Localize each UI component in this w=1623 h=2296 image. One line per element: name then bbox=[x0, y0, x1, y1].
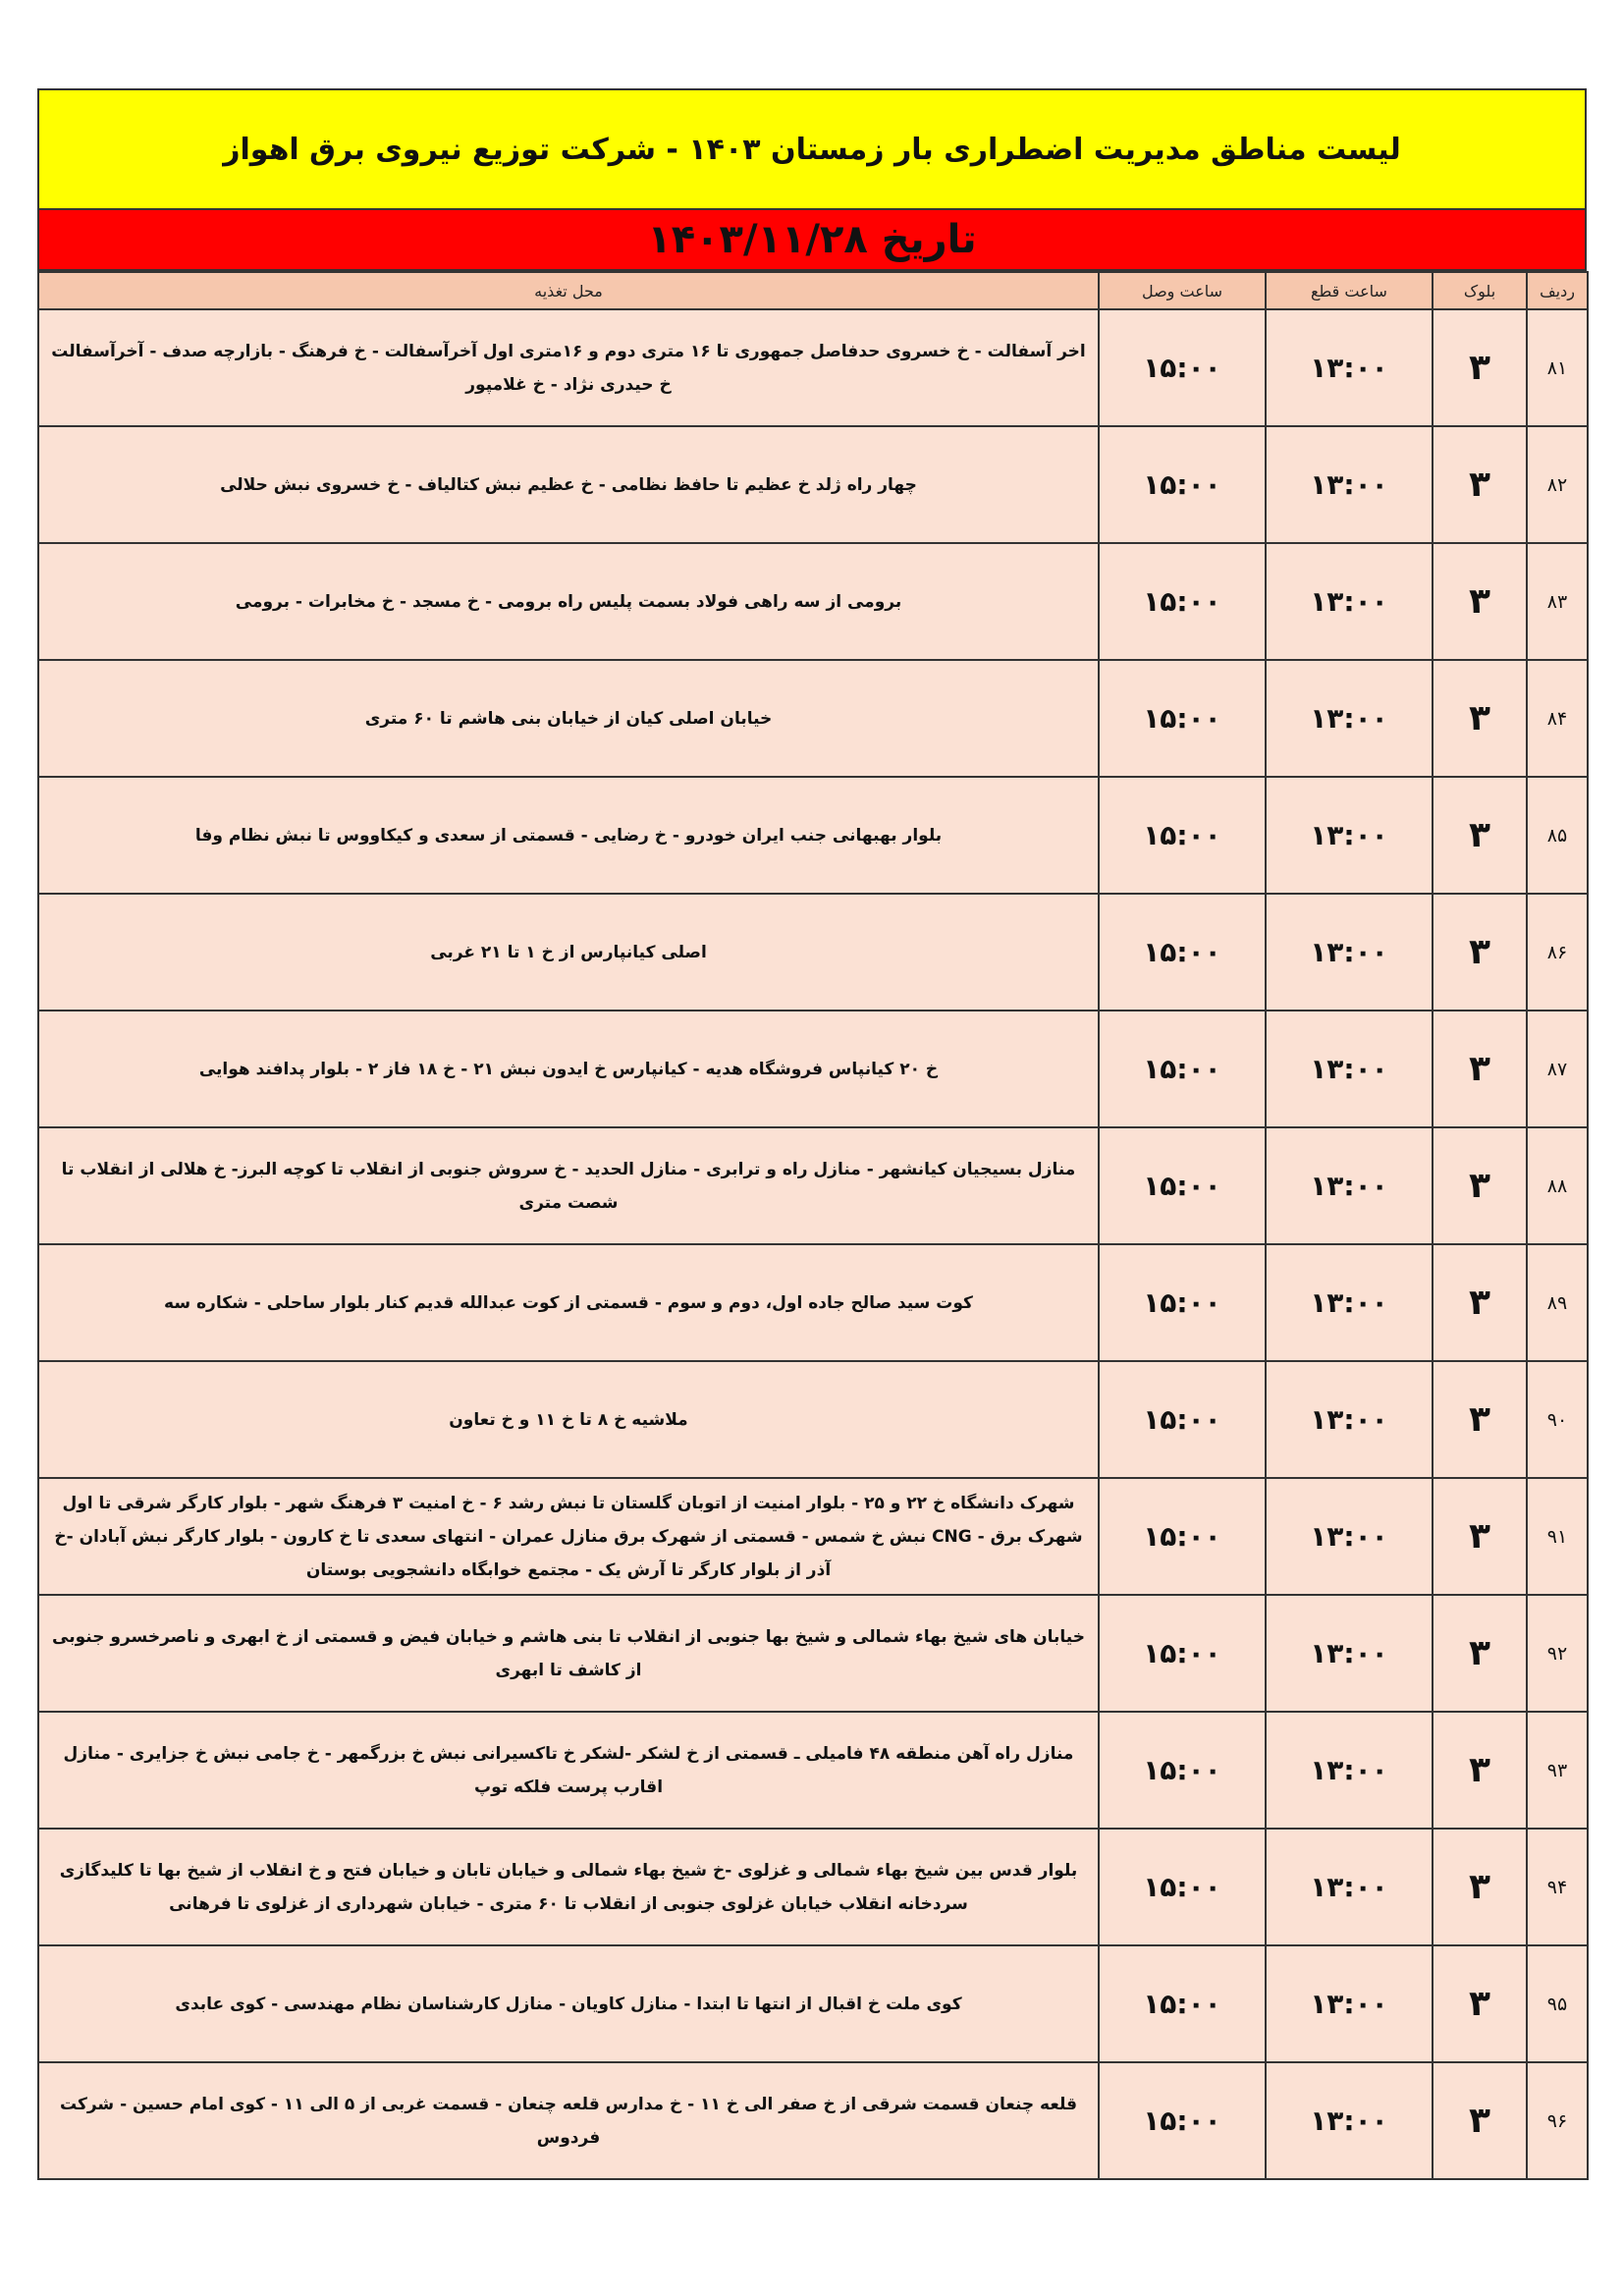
table-row bbox=[38, 1361, 1588, 1478]
row-number: ۸۱ bbox=[1527, 309, 1588, 426]
table-row bbox=[38, 1829, 1588, 1945]
row-number: ۸۶ bbox=[1527, 894, 1588, 1011]
area-description: اصلی کیانپارس از خ ۱ تا ۲۱ غربی bbox=[38, 894, 1099, 1011]
connect-time: ۱۵:۰۰ bbox=[1099, 1244, 1266, 1361]
block-number: ۳ bbox=[1433, 2062, 1527, 2179]
table-row bbox=[38, 543, 1588, 660]
area-description: بلوار قدس بین شیخ بهاء شمالی و غزلوی -خ شیخ بهاء شمالی و خیابان تابان و خیابان فتح و خ انقلاب از شیخ بها تا کلیدگازی سردخانه انقلاب خیابان غزلوی جنوبی از انقلاب تا ۶۰ متری - خیابان شهرداری از غزلوی تا فرهانی bbox=[38, 1829, 1099, 1945]
date-banner: تاریخ ۱۴۰۳/۱۱/۲۸ bbox=[37, 210, 1587, 271]
table-row bbox=[38, 2062, 1588, 2179]
area-description: خ ۲۰ کیانپاس فروشگاه هدیه - کیانپارس خ ایدون نبش ۲۱ - خ ۱۸ فاز ۲ - بلوار پدافند هوایی bbox=[38, 1011, 1099, 1127]
block-number: ۳ bbox=[1433, 894, 1527, 1011]
row-number: ۸۴ bbox=[1527, 660, 1588, 777]
connect-time: ۱۵:۰۰ bbox=[1099, 543, 1266, 660]
cut-time: ۱۳:۰۰ bbox=[1266, 426, 1433, 543]
connect-time: ۱۵:۰۰ bbox=[1099, 426, 1266, 543]
cut-time: ۱۳:۰۰ bbox=[1266, 1945, 1433, 2062]
connect-time: ۱۵:۰۰ bbox=[1099, 1361, 1266, 1478]
area-description: بلوار بهبهانی جنب ایران خودرو - خ رضایی - قسمتی از سعدی و کیکاووس تا نبش نظام وفا bbox=[38, 777, 1099, 894]
connect-time: ۱۵:۰۰ bbox=[1099, 777, 1266, 894]
row-number: ۸۳ bbox=[1527, 543, 1588, 660]
cut-time: ۱۳:۰۰ bbox=[1266, 543, 1433, 660]
area-description: اخر آسفالت - خ خسروی حدفاصل جمهوری تا ۱۶ متری دوم و ۱۶متری اول آخرآسفالت - خ فرهنگ - بازارچه صدف - آخرآسفالت خ حیدری نژاد - خ غلامپور bbox=[38, 309, 1099, 426]
cut-time: ۱۳:۰۰ bbox=[1266, 2062, 1433, 2179]
connect-time: ۱۵:۰۰ bbox=[1099, 1011, 1266, 1127]
connect-time: ۱۵:۰۰ bbox=[1099, 1595, 1266, 1712]
header-area: محل تغذیه bbox=[38, 272, 1099, 309]
area-description: خیابان اصلی کیان از خیابان بنی هاشم تا ۶۰ متری bbox=[38, 660, 1099, 777]
connect-time: ۱۵:۰۰ bbox=[1099, 1478, 1266, 1595]
connect-time: ۱۵:۰۰ bbox=[1099, 1829, 1266, 1945]
area-description: ملاشیه خ ۸ تا خ ۱۱ و خ تعاون bbox=[38, 1361, 1099, 1478]
connect-time: ۱۵:۰۰ bbox=[1099, 894, 1266, 1011]
header-connect-time: ساعت وصل bbox=[1099, 272, 1266, 309]
block-number: ۳ bbox=[1433, 543, 1527, 660]
cut-time: ۱۳:۰۰ bbox=[1266, 1361, 1433, 1478]
connect-time: ۱۵:۰۰ bbox=[1099, 1945, 1266, 2062]
area-description: کوی ملت خ اقبال از انتها تا ابتدا - منازل کاویان - منازل کارشناسان نظام مهندسی - کوی عابدی bbox=[38, 1945, 1099, 2062]
table-row bbox=[38, 1712, 1588, 1829]
block-number: ۳ bbox=[1433, 1595, 1527, 1712]
block-number: ۳ bbox=[1433, 1361, 1527, 1478]
table-row bbox=[38, 660, 1588, 777]
cut-time: ۱۳:۰۰ bbox=[1266, 1595, 1433, 1712]
block-number: ۳ bbox=[1433, 660, 1527, 777]
table-row bbox=[38, 777, 1588, 894]
block-number: ۳ bbox=[1433, 1945, 1527, 2062]
table-row bbox=[38, 1945, 1588, 2062]
area-description: کوت سید صالح جاده اول، دوم و سوم - قسمتی از کوت عبدالله قدیم کنار بلوار ساحلی - شکاره سه bbox=[38, 1244, 1099, 1361]
block-number: ۳ bbox=[1433, 1011, 1527, 1127]
block-number: ۳ bbox=[1433, 1829, 1527, 1945]
area-description: شهرک دانشگاه خ ۲۲ و ۲۵ - بلوار امنیت از اتوبان گلستان تا نبش رشد ۶ - خ امنیت ۳ فرهنگ شهر - بلوار کارگر شرقی تا اول شهرک برق - CNG نبش خ شمس - قسمتی از شهرک برق منازل عمران - انتهای سعدی تا خ کارون - بلوار کارگر نبش آبادان -خ آذر از بلوار کارگر تا آرش یک - مجتمع خوابگاه دانشجویی بوستان bbox=[38, 1478, 1099, 1595]
area-description: برومی از سه راهی فولاد بسمت پلیس راه برومی - خ مسجد - خ مخابرات - برومی bbox=[38, 543, 1099, 660]
table-header-row bbox=[38, 272, 1588, 309]
row-number: ۸۵ bbox=[1527, 777, 1588, 894]
table-row bbox=[38, 1011, 1588, 1127]
block-number: ۳ bbox=[1433, 777, 1527, 894]
table-row bbox=[38, 1127, 1588, 1244]
table-row bbox=[38, 309, 1588, 426]
block-number: ۳ bbox=[1433, 1127, 1527, 1244]
cut-time: ۱۳:۰۰ bbox=[1266, 777, 1433, 894]
row-number: ۹۳ bbox=[1527, 1712, 1588, 1829]
table-row bbox=[38, 894, 1588, 1011]
connect-time: ۱۵:۰۰ bbox=[1099, 309, 1266, 426]
row-number: ۹۰ bbox=[1527, 1361, 1588, 1478]
row-number: ۹۲ bbox=[1527, 1595, 1588, 1712]
cut-time: ۱۳:۰۰ bbox=[1266, 309, 1433, 426]
area-description: چهار راه ژلد خ عظیم تا حافظ نظامی - خ عظیم نبش کتالیاف - خ خسروی نبش حلالی bbox=[38, 426, 1099, 543]
table-row bbox=[38, 1595, 1588, 1712]
row-number: ۹۶ bbox=[1527, 2062, 1588, 2179]
connect-time: ۱۵:۰۰ bbox=[1099, 660, 1266, 777]
row-number: ۹۵ bbox=[1527, 1945, 1588, 2062]
block-number: ۳ bbox=[1433, 1478, 1527, 1595]
row-number: ۸۹ bbox=[1527, 1244, 1588, 1361]
table-row bbox=[38, 1478, 1588, 1595]
cut-time: ۱۳:۰۰ bbox=[1266, 1829, 1433, 1945]
row-number: ۸۷ bbox=[1527, 1011, 1588, 1127]
table-row bbox=[38, 1244, 1588, 1361]
cut-time: ۱۳:۰۰ bbox=[1266, 1011, 1433, 1127]
header-cut-time: ساعت قطع bbox=[1266, 272, 1433, 309]
row-number: ۹۴ bbox=[1527, 1829, 1588, 1945]
header-row-number: ردیف bbox=[1527, 272, 1588, 309]
connect-time: ۱۵:۰۰ bbox=[1099, 2062, 1266, 2179]
table-row bbox=[38, 426, 1588, 543]
block-number: ۳ bbox=[1433, 309, 1527, 426]
block-number: ۳ bbox=[1433, 1244, 1527, 1361]
area-description: قلعه چنعان قسمت شرقی از خ صفر الی خ ۱۱ - خ مدارس قلعه چنعان - قسمت غربی از ۵ الی ۱۱ - کوی امام حسین - شرکت فردوس bbox=[38, 2062, 1099, 2179]
row-number: ۹۱ bbox=[1527, 1478, 1588, 1595]
page-title: لیست مناطق مدیریت اضطراری بار زمستان ۱۴۰۳ - شرکت توزیع نیروی برق اهواز bbox=[37, 88, 1587, 210]
outage-table bbox=[37, 271, 1589, 2180]
schedule-sheet bbox=[37, 88, 1587, 2180]
cut-time: ۱۳:۰۰ bbox=[1266, 1127, 1433, 1244]
row-number: ۸۸ bbox=[1527, 1127, 1588, 1244]
row-number: ۸۲ bbox=[1527, 426, 1588, 543]
connect-time: ۱۵:۰۰ bbox=[1099, 1127, 1266, 1244]
area-description: خیابان های شیخ بهاء شمالی و شیخ بها جنوبی از انقلاب تا بنی هاشم و خیابان فیض و قسمتی از خ ابهری و ناصرخسرو جنوبی از کاشف تا ابهری bbox=[38, 1595, 1099, 1712]
cut-time: ۱۳:۰۰ bbox=[1266, 1712, 1433, 1829]
header-block: بلوک bbox=[1433, 272, 1527, 309]
block-number: ۳ bbox=[1433, 426, 1527, 543]
connect-time: ۱۵:۰۰ bbox=[1099, 1712, 1266, 1829]
cut-time: ۱۳:۰۰ bbox=[1266, 1244, 1433, 1361]
cut-time: ۱۳:۰۰ bbox=[1266, 894, 1433, 1011]
area-description: منازل بسیجیان کیانشهر - منازل راه و ترابری - منازل الحدید - خ سروش جنوبی از انقلاب تا کوچه البرز- خ هلالی از انقلاب تا شصت متری bbox=[38, 1127, 1099, 1244]
cut-time: ۱۳:۰۰ bbox=[1266, 1478, 1433, 1595]
block-number: ۳ bbox=[1433, 1712, 1527, 1829]
cut-time: ۱۳:۰۰ bbox=[1266, 660, 1433, 777]
area-description: منازل راه آهن منطقه ۴۸ فامیلی ـ قسمتی از خ لشکر -لشکر خ تاکسیرانی نبش خ بزرگمهر - خ جامی نبش خ جزایری - منازل اقارب پرست فلکه توپ bbox=[38, 1712, 1099, 1829]
